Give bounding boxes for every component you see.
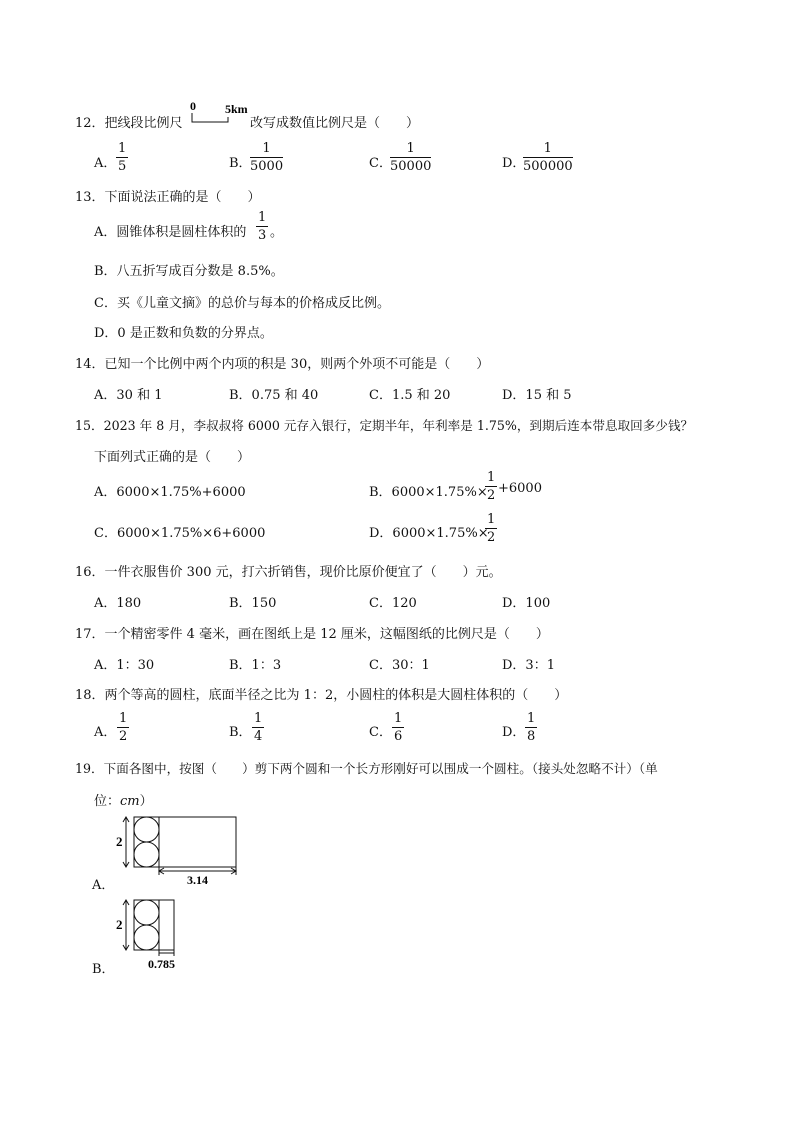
q19-unit: cm [120,794,140,809]
q19-unit-suffix: ） [139,794,153,809]
q18-option-a-label: A． [94,725,117,740]
q12-option-a-label: A． [94,156,117,171]
q16-option-d: D．100 [502,596,551,611]
q18-option-b-fraction: $\frac{1}{4}$ [254,711,263,744]
q16-stem: 16．一件衣服售价 300 元，打六折销售，现价比原价便宜了（ ）元。 [75,565,502,580]
q19-unit-prefix: 位： [94,794,121,809]
q12-option-b-fraction: $\frac{1}{5000}$ [250,141,284,174]
q15-option-a: A．6000×1.75%+6000 [94,485,246,500]
q13-option-c: C．买《儿童文摘》的总价与每本的价格成反比例。 [94,296,390,311]
q15-stem-line1: 15．2023 年 8 月，李叔叔将 6000 元存入银行，定期半年，年利率是 1.75%，到期后连本带息取回多少钱？ [75,418,694,433]
scale-km-label: 5km [225,102,248,116]
figure-b-height-label: 2 [116,917,123,932]
figure-a-width-label: 3.14 [187,873,208,887]
q12-option-d-fraction: $\frac{1}{500000}$ [523,141,573,174]
q12-option-a-fraction: $\frac{1}{5}$ [118,141,127,174]
q14-option-b: B．0.75 和 40 [229,388,319,403]
q13-option-a-end: 。 [270,225,284,240]
q12-option-c-label: C． [369,156,392,171]
q12-option-c-fraction: $\frac{1}{50000}$ [390,141,432,174]
scale-bar [192,113,228,122]
q12-option-d-label: D． [502,156,526,171]
q13-option-d: D．0 是正数和负数的分界点。 [94,326,273,341]
q18-option-d-label: D． [502,725,526,740]
q13-stem: 13．下面说法正确的是（ ） [75,190,261,205]
figure-b-width-label: 0.785 [148,957,175,971]
line-scale-diagram [188,100,248,126]
q13-option-b: B．八五折写成百分数是 8.5%。 [94,264,284,279]
q19-figure-a [112,812,242,887]
q17-option-c: C．30：1 [369,658,430,673]
q15-option-b-end: +6000 [498,481,542,496]
q18-option-d-fraction: $\frac{1}{8}$ [527,711,536,744]
q15-option-d-fraction: $\frac{1}{2}$ [487,512,496,545]
q18-option-a-fraction: $\frac{1}{2}$ [119,711,128,744]
q14-option-d: D．15 和 5 [502,388,572,403]
q17-option-a: A．1：30 [94,658,155,673]
figure-a-height-label: 2 [116,834,123,849]
q17-stem: 17．一个精密零件 4 毫米，画在图纸上是 12 厘米，这幅图纸的比例尺是（ ） [75,627,549,642]
q14-stem: 14．已知一个比例中两个内项的积是 30，则两个外项不可能是（ ） [75,357,490,372]
q18-option-b-label: B． [229,725,252,740]
q18-stem: 18．两个等高的圆柱，底面半径之比为 1：2，小圆柱的体积是大圆柱体积的（ ） [75,688,568,703]
q14-option-c: C．1.5 和 20 [369,388,451,403]
q19-stem-line1: 19．下面各图中，按图（ ）剪下两个圆和一个长方形刚好可以围成一个圆柱。（接头处忽略不计）（单 [75,761,658,776]
q13-option-a-fraction: $\frac{1}{3}$ [258,210,267,243]
q17-option-d: D．3：1 [502,658,555,673]
q12-option-b-label: B． [229,156,252,171]
q16-option-a: A．180 [94,596,142,611]
q12-stem-prefix: 12．把线段比例尺 [75,116,183,131]
q15-option-b-text: B．6000×1.75%× [369,485,488,500]
q19-figure-b-label: B． [92,962,115,977]
q18-option-c-fraction: $\frac{1}{6}$ [394,711,403,744]
q16-option-c: C．120 [369,596,417,611]
q13-option-a-text: A．圆锥体积是圆柱体积的 [94,225,247,240]
q12-stem-suffix: 改写成数值比例尺是（ ） [250,116,420,131]
figure-b-circle-bottom [134,925,159,950]
q17-option-b: B．1：3 [229,658,282,673]
q15-option-d-text: D．6000×1.75%× [369,526,489,541]
figure-a-circle-bottom [134,842,159,867]
q15-option-c: C．6000×1.75%×6+6000 [94,526,266,541]
q15-stem-line2: 下面列式正确的是（ ） [94,450,251,465]
q18-option-c-label: C． [369,725,392,740]
q14-option-a: A．30 和 1 [94,388,163,403]
scale-zero-label: 0 [190,99,196,113]
q19-figure-b [112,896,192,971]
q16-option-b: B．150 [229,596,277,611]
figure-b-rectangle [134,900,174,950]
q19-stem-line2 [94,790,153,809]
q19-figure-a-label: A． [92,878,115,893]
figure-b-circle-top [134,900,159,925]
q15-option-b-fraction: $\frac{1}{2}$ [487,470,496,503]
figure-a-circle-top [134,817,159,842]
